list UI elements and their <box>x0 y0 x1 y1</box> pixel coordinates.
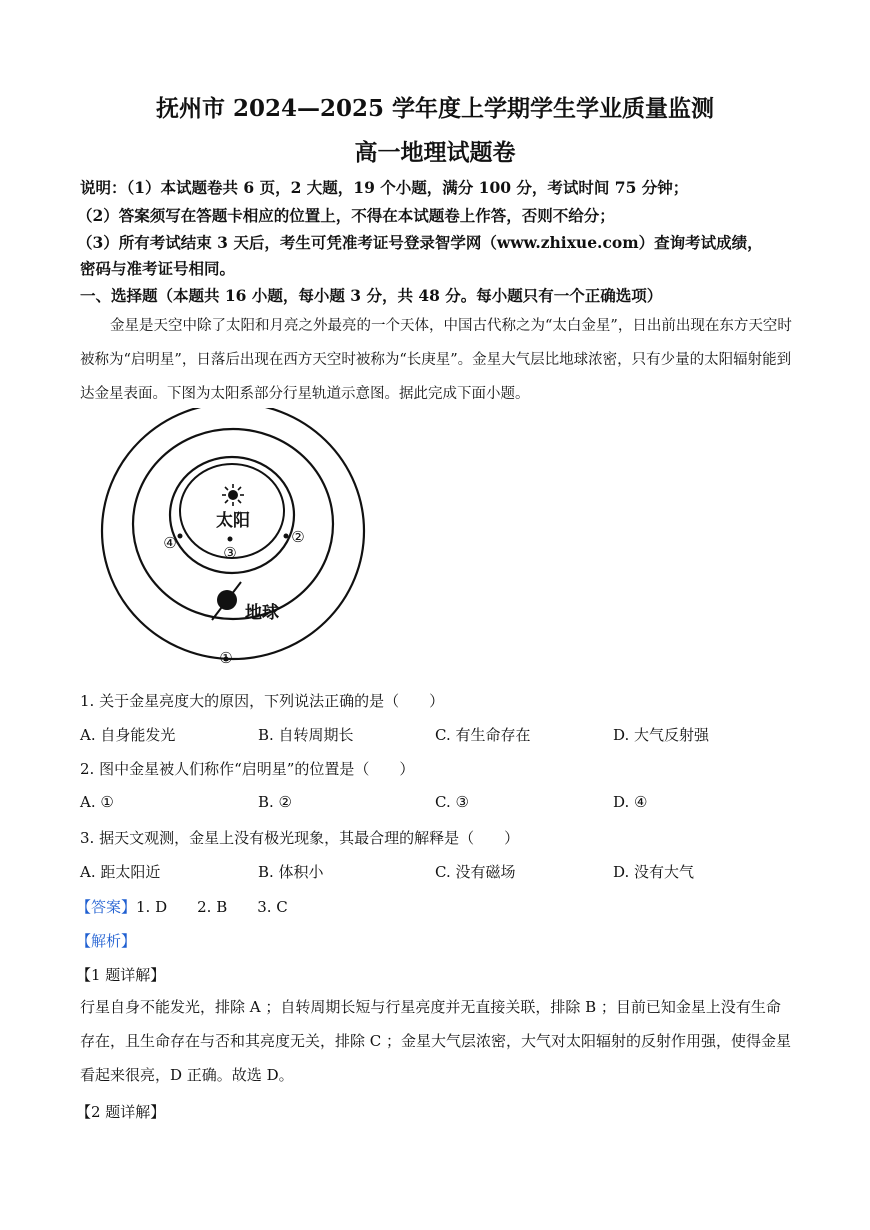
orbit-diagram <box>100 408 372 678</box>
marker-4: ④ <box>163 534 177 552</box>
earth-icon <box>212 582 241 620</box>
question-3-option-d: D. 没有大气 <box>613 863 695 881</box>
section-heading: 一、选择题（本题共 16 小题，每小题 3 分，共 48 分。每小题只有一个正确选项） <box>80 286 663 305</box>
question-2-option-c: C. ③ <box>435 793 469 811</box>
answer-tag: 【答案】 <box>76 898 137 916</box>
question-1-stem: 1. 关于金星亮度大的原因，下列说法正确的是（ ） <box>80 692 445 710</box>
earth-label: 地球 <box>245 603 279 623</box>
question-2-option-d: D. ④ <box>613 793 648 811</box>
instruction-line-3a: （3）所有考试结束 3 天后，考生可凭准考证号登录智学网（www.zhixue.com）查询考试成绩， <box>77 233 763 252</box>
question-1-analysis-heading: 【1 题详解】 <box>76 966 166 984</box>
position-4-dot <box>178 534 183 539</box>
answer-text: 1. D 2. B 3. C <box>136 898 288 916</box>
passage-text: 金星是天空中除了太阳和月亮之外最亮的一个天体，中国古代称之为“太白金星”，日出前出现在东方天空时被称为“启明星”，日落后出现在西方天空时被称为“长庚星”。金星大气层比地球浓密，只有少量的太阳辐射能到达金星表面。下图为太阳系部分行星轨道示意图。据此完成下面小题。 <box>80 318 792 402</box>
page-subtitle: 高一地理试题卷 <box>354 139 516 166</box>
position-2-dot <box>284 534 289 539</box>
instruction-line-2: （2）答案须写在答题卡相应的位置上，不得在本试题卷上作答，否则不给分； <box>77 206 615 225</box>
instruction-line-3b: 密码与准考证号相同。 <box>80 259 236 278</box>
question-2-stem: 2. 图中金星被人们称作“启明星”的位置是（ ） <box>80 760 415 778</box>
question-3-stem: 3. 据天文观测，金星上没有极光现象，其最合理的解释是（ ） <box>80 829 520 847</box>
question-2-option-a: A. ① <box>80 793 114 811</box>
marker-3: ③ <box>223 544 237 562</box>
question-1-analysis-text: 行星自身不能发光，排除 A ；自转周期长短与行星亮度并无直接关联，排除 B ；目前已知金星上没有生命存在，且生命存在与否和其亮度无关，排除 C ；金星大气层浓密，大气对太阳辐射的反射作用强，使得金星看起来很亮，D 正确。故选 D。 <box>80 998 792 1084</box>
instruction-line-1: 说明：（1）本试题卷共 6 页，2 大题，19 个小题，满分 100 分，考试时间 75 分钟； <box>80 178 689 197</box>
sun-icon <box>222 484 244 506</box>
marker-2: ② <box>291 528 305 546</box>
position-3-dot <box>228 537 233 542</box>
sun-label: 太阳 <box>216 511 250 531</box>
question-3-option-a: A. 距太阳近 <box>80 863 161 881</box>
analysis-tag: 【解析】 <box>76 932 137 950</box>
question-1-option-d: D. 大气反射强 <box>613 726 710 744</box>
question-3-option-b: B. 体积小 <box>258 863 324 881</box>
question-1-option-c: C. 有生命存在 <box>435 726 531 744</box>
answer-line <box>76 896 288 917</box>
question-1-option-a: A. 自身能发光 <box>80 726 176 744</box>
question-1-option-b: B. 自转周期长 <box>258 726 354 744</box>
question-3-option-c: C. 没有磁场 <box>435 863 516 881</box>
outer-orbit <box>102 408 364 659</box>
question-2-option-b: B. ② <box>258 793 293 811</box>
page-title: 抚州市 2024—2025 学年度上学期学生学业质量监测 <box>155 95 715 122</box>
marker-1: ① <box>219 649 233 667</box>
question-2-analysis-heading: 【2 题详解】 <box>76 1103 166 1121</box>
